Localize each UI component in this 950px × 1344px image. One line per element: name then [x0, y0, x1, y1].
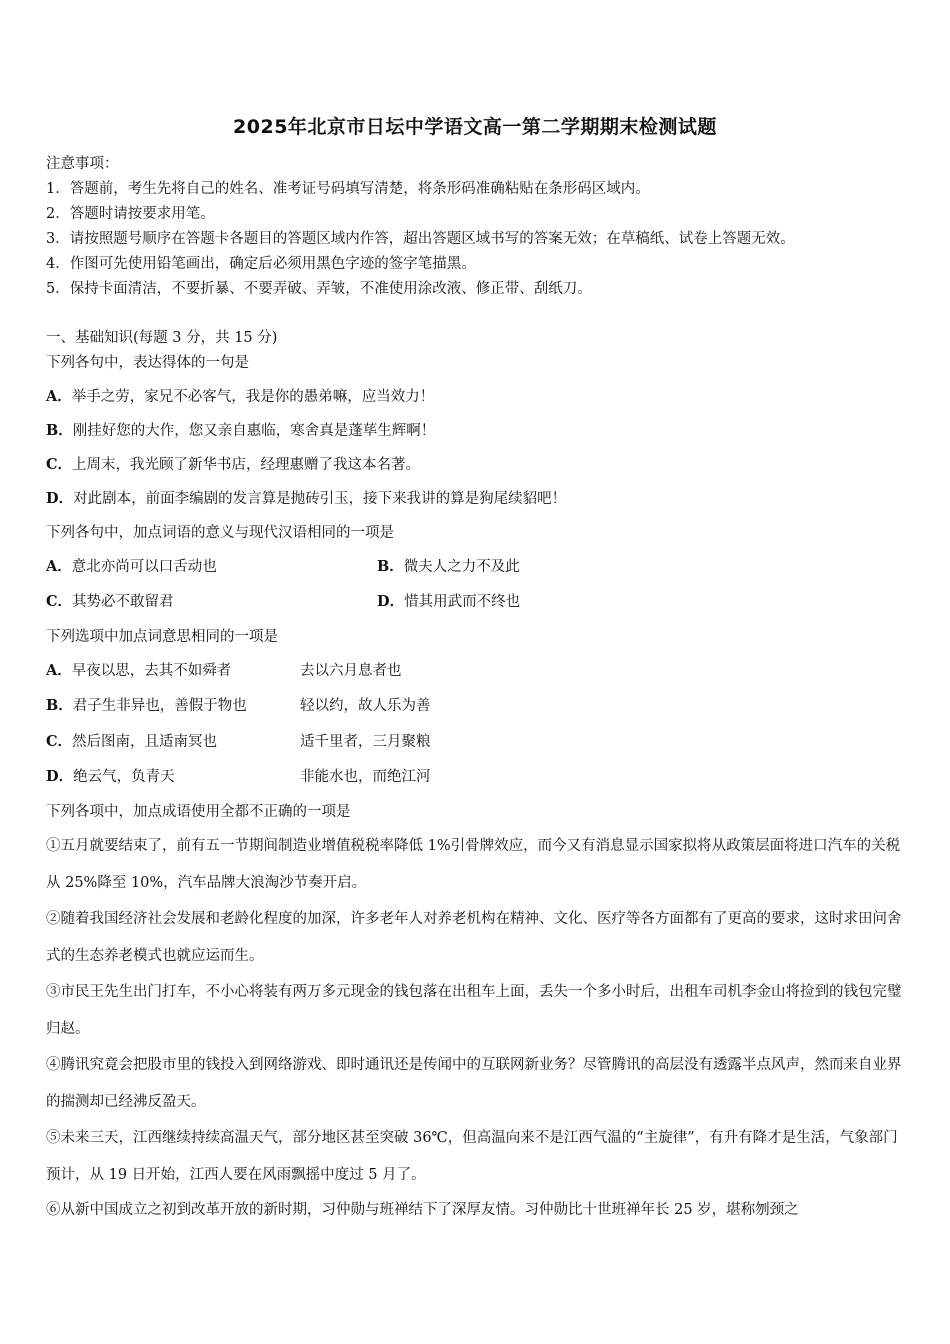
- option-label: D．: [377, 593, 405, 610]
- option-d-pair: 非能水也，而绝江河: [300, 769, 431, 785]
- option-label: C．: [46, 456, 73, 473]
- question-stem: 下列选项中加点词意思相同的一项是: [46, 629, 278, 645]
- statement-5: ⑤未来三天，江西继续持续高温天气，部分地区甚至突破 36℃，但高温向来不是江西气温的“主旋律”，有升有降才是生活，气象部门预计，从 19 日开始，江西人要在风雨飘摇中度过 5 月了。: [46, 1130, 898, 1183]
- option-d: [46, 765, 175, 786]
- notice-item: 3．请按照题号顺序在答题卡各题目的答题区域内作答，超出答题区域书写的答案无效；在草稿纸、试卷上答题无效。: [46, 231, 795, 247]
- section-heading: 一、基础知识(每题 3 分，共 15 分): [46, 330, 278, 346]
- page-title: 2025年北京市日坛中学语文高一第二学期期末检测试题: [233, 116, 717, 138]
- option-label: A．: [46, 388, 72, 405]
- option-b: [46, 694, 247, 715]
- option-a: [46, 385, 434, 406]
- option-text: 对此剧本，前面李编剧的发言算是抛砖引玉，接下来我讲的算是狗尾续貂吧！: [73, 491, 567, 507]
- option-label: B．: [46, 422, 73, 439]
- option-text: 微夫人之力不及此: [403, 559, 520, 575]
- option-a-pair: 去以六月息者也: [300, 663, 402, 679]
- notice-item: 4．作图可先使用铅笔画出，确定后必须用黑色字迹的签字笔描黑。: [46, 256, 476, 272]
- option-label: D．: [46, 490, 74, 507]
- option-b-pair: 轻以约，故人乐为善: [300, 698, 431, 714]
- option-text: 惜其用武而不终也: [404, 594, 521, 610]
- question-stem: 下列各句中，加点词语的意义与现代汉语相同的一项是: [46, 525, 394, 541]
- option-label: A．: [46, 662, 72, 679]
- statement-6: ⑥从新中国成立之初到改革开放的新时期，习仲勋与班禅结下了深厚友情。习仲勋比十世班禅年长 25 岁，堪称刎颈之: [46, 1202, 799, 1218]
- option-text: 意北亦尚可以口舌动也: [71, 559, 217, 575]
- option-d: [46, 487, 566, 508]
- question-stem: 下列各项中，加点成语使用全都不正确的一项是: [46, 804, 351, 820]
- option-text: 君子生非异也，善假于物也: [72, 698, 247, 714]
- statement-4: ④腾讯究竟会把股市里的钱投入到网络游戏、即时通讯还是传闻中的互联网新业务？尽管腾讯的高层没有透露半点风声，然而来自业界的揣测却已经沸反盈天。: [46, 1057, 902, 1110]
- option-b: [46, 419, 435, 440]
- question-stem: 下列各句中，表达得体的一句是: [46, 355, 249, 371]
- option-a: [46, 659, 231, 680]
- option-text: 上周末，我光顾了新华书店，经理惠赠了我这本名著。: [72, 457, 421, 473]
- notice-item: 2．答题时请按要求用笔。: [46, 206, 215, 222]
- option-c: [46, 590, 174, 611]
- option-text: 其势必不敢留君: [72, 594, 174, 610]
- option-label: C．: [46, 733, 73, 750]
- option-label: C．: [46, 593, 73, 610]
- option-label: B．: [377, 558, 404, 575]
- option-c-pair: 适千里者，三月聚粮: [300, 734, 431, 750]
- option-text: 刚挂好您的大作，您又亲自惠临，寒舍真是蓬荜生辉啊！: [72, 423, 436, 439]
- statement-2: ②随着我国经济社会发展和老龄化程度的加深，许多老年人对养老机构在精神、文化、医疗等各方面都有了更高的要求，这时求田问舍式的生态养老模式也就应运而生。: [46, 911, 902, 964]
- option-c: [46, 453, 420, 474]
- notice-heading: 注意事项：: [46, 156, 119, 172]
- statement-3: ③市民王先生出门打车，不小心将装有两万多元现金的钱包落在出租车上面，丢失一个多小时后，出租车司机李金山将捡到的钱包完璧归赵。: [46, 984, 902, 1037]
- option-label: A．: [46, 558, 72, 575]
- option-label: D．: [46, 768, 74, 785]
- option-text: 绝云气，负青天: [73, 769, 175, 785]
- notice-item: 5．保持卡面清洁，不要折暴、不要弄破、弄皱，不准使用涂改液、修正带、刮纸刀。: [46, 281, 592, 297]
- option-text: 举手之劳，家兄不必客气，我是你的愚弟嘛，应当效力！: [71, 389, 435, 405]
- option-text: 早夜以思，去其不如舜者: [71, 663, 232, 679]
- option-c: [46, 730, 217, 751]
- option-d: [377, 590, 520, 611]
- option-a: [46, 555, 217, 576]
- statement-1: ①五月就要结束了，前有五一节期间制造业增值税税率降低 1%引骨牌效应，而今又有消息显示国家拟将从政策层面将进口汽车的关税从 25%降至 10%，汽车品牌大浪淘沙节奏开启。: [46, 838, 901, 891]
- option-text: 然后图南，且适南冥也: [72, 734, 218, 750]
- option-label: B．: [46, 697, 73, 714]
- notice-item: 1．答题前，考生先将自己的姓名、准考证号码填写清楚，将条形码准确粘贴在条形码区域内。: [46, 181, 650, 197]
- option-b: [377, 555, 520, 576]
